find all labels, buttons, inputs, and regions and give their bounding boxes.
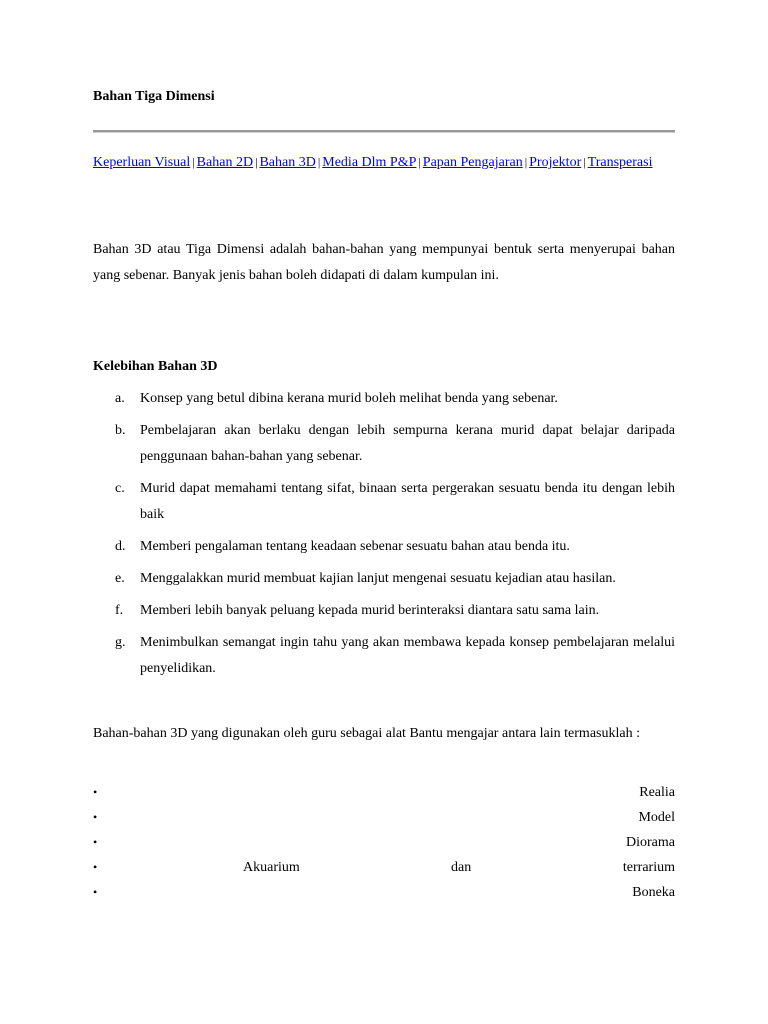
list-item-text: Memberi pengalaman tentang keadaan sebenar sesuatu bahan atau benda itu. — [140, 539, 570, 554]
list-marker: d. — [115, 539, 126, 554]
bullet-icon: • — [93, 835, 98, 849]
bullet-text-word: dan — [451, 860, 472, 875]
list-item — [115, 598, 675, 624]
list-marker: g. — [115, 635, 126, 650]
list-item-text: Menimbulkan semangat ingin tahu yang akan membawa kepada konsep pembelajaran melalui penyelidikan. — [140, 635, 675, 676]
nav-link-keperluan-visual[interactable]: Keperluan Visual — [93, 155, 191, 170]
list-item — [115, 534, 675, 560]
nav-separator: | — [317, 155, 321, 169]
bullet-item — [93, 855, 675, 880]
bullet-item — [93, 880, 675, 905]
nav-links — [93, 150, 675, 175]
horizontal-rule — [93, 130, 675, 133]
bullet-text-word: Akuarium — [243, 860, 300, 875]
kelebihan-list — [115, 386, 675, 688]
bullet-text: Boneka — [632, 885, 675, 900]
list-marker: f. — [115, 603, 124, 618]
nav-separator: | — [255, 155, 258, 169]
bullet-icon: • — [93, 785, 98, 799]
outro-paragraph: Bahan-bahan 3D yang digunakan oleh guru sebagai alat Bantu mengajar antara lain termasuklah : — [93, 726, 640, 741]
bullet-item — [93, 780, 675, 805]
bahan-3d-bullet-list — [93, 780, 675, 905]
bullet-item — [93, 805, 675, 830]
list-item-text: Menggalakkan murid membuat kajian lanjut mengenai sesuatu kejadian atau hasilan. — [140, 571, 616, 586]
nav-link-bahan-2d[interactable]: Bahan 2D — [196, 155, 254, 170]
bullet-text: Model — [638, 810, 675, 825]
list-item-text: Memberi lebih banyak peluang kepada murid berinteraksi diantara satu sama lain. — [140, 603, 600, 618]
nav-separator: | — [418, 155, 421, 169]
list-item-text: Murid dapat memahami tentang sifat, binaan serta pergerakan sesuatu benda itu dengan lebih baik — [140, 481, 675, 522]
list-marker: a. — [115, 391, 125, 406]
list-item-text: Pembelajaran akan berlaku dengan lebih sempurna kerana murid dapat belajar daripada penggunaan bahan-bahan yang sebenar. — [140, 423, 675, 464]
list-item-text: Konsep yang betul dibina kerana murid boleh melihat benda yang sebenar. — [140, 391, 558, 406]
bullet-icon: • — [93, 885, 98, 899]
nav-separator: | — [192, 155, 195, 169]
list-marker: e. — [115, 571, 125, 586]
list-item — [115, 566, 675, 592]
nav-link-media-dlm-pp[interactable]: Media Dlm P&P — [322, 155, 417, 170]
nav-separator: | — [524, 155, 528, 169]
list-item — [115, 476, 675, 528]
kelebihan-heading: Kelebihan Bahan 3D — [93, 359, 218, 374]
nav-link-bahan-3d[interactable]: Bahan 3D — [259, 155, 316, 170]
list-marker: b. — [115, 423, 126, 438]
bullet-text: Diorama — [626, 835, 675, 850]
bullet-icon: • — [93, 810, 98, 824]
bullet-icon: • — [93, 860, 98, 874]
bullet-text-word: terrarium — [622, 860, 675, 875]
nav-separator: | — [583, 155, 586, 169]
bullet-item — [93, 830, 675, 855]
page-title: Bahan Tiga Dimensi — [93, 89, 215, 104]
list-item — [115, 418, 675, 470]
document-page — [93, 0, 675, 1024]
nav-link-papan-pengajaran[interactable]: Papan Pengajaran — [422, 155, 523, 170]
list-item — [115, 630, 675, 682]
bullet-text: Realia — [639, 785, 675, 800]
list-marker: c. — [115, 481, 125, 496]
intro-paragraph: Bahan 3D atau Tiga Dimensi adalah bahan-bahan yang mempunyai bentuk serta menyerupai bahan yang sebenar. Banyak jenis bahan boleh didapati di dalam kumpulan ini. — [93, 242, 675, 283]
nav-link-projektor[interactable]: Projektor — [529, 155, 582, 170]
list-item — [115, 386, 675, 412]
nav-link-transperasi[interactable]: Transperasi — [587, 155, 653, 170]
